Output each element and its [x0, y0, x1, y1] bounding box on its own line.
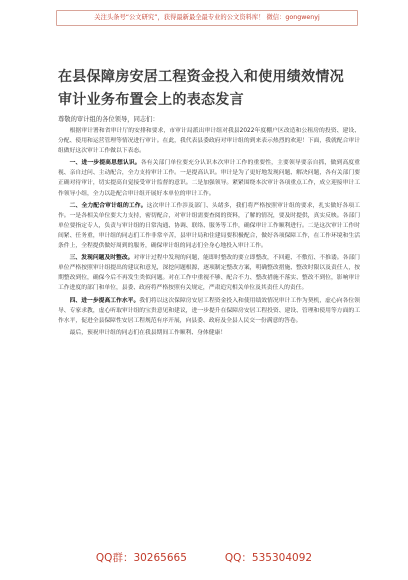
paragraph-text: 根据审计署和省审计厅的安排和要求，市审计局派出审计组对我县2022年度棚户区改造和公租房的投资、建设、分配、使用和运营管理等情况进行审计。在此，我代表县委政府对审计组的到来表示热烈的欢迎！下面，我就配合审计组做好这次审计工作做以下表态。: [58, 128, 360, 155]
closing-paragraph: [58, 328, 360, 338]
section-heading: 一、进一步提高思想认识。: [69, 160, 141, 167]
paragraph: [58, 201, 360, 251]
paragraph-text: 对审计过程中发现的问题，能即时整改的要立即整改，不回避、不敷衍、不推诿。各部门单位严格按照审计组提出的建议和意见，深挖问题根源，逐项制定整改方案，明确整改措施、整改时限以及责任人，按期整改到位，确保今后不再发生类似问题。对在工作中重视不够、配合不力、整改措施不落实、整改不到位，影响审计工作进度的部门和单位，县委、政府将严格按照有关规定，严肃追究相关单位及其责任人的责任。: [58, 255, 360, 292]
paragraph-text: 我们将以这次保障房安居工程资金投入和使用绩效情况审计工作为契机，虚心向各位领导、专家求教，虚心听取审计组的宝贵意见和建议，进一步提升在保障房安居工程投资、建设、管理和使用等方面的工作水平，促进全县保障性安居工程规范有序开展，向县委、政府及全县人民交一份满意的答卷。: [58, 297, 360, 324]
document-title: 在县保障房安居工程资金投入和使用绩效情况审计业务布置会上的表态发言: [58, 69, 344, 108]
promo-banner: 关注头条号“公文研究”，获得最新最全最专业的公文资料库！ 微信：gongwenyj: [56, 10, 358, 26]
paragraph-text: 这次审计工作涉及部门、头绪多，我们将严格按照审计组的要求，扎实做好各项工作。一是各相关单位要大力支持，密切配合，对审计组需要查阅的资料，了解的情况，要及时提供，真实反映。各部门单位要指定专人，负责与审计组的日常沟通、协调、联络、服务等工作，确保审计工作顺利进行。二是这次审计工作时间紧、任务重，审计组的同志们工作非常辛苦，县审计局和住建局要积极配合，做好各项保障工作，在工作环境和生活条件上，全程提供做好周到的服务，确保审计组的同志们全身心地投入审计工作。: [58, 202, 360, 250]
contact-footer: [0, 551, 408, 565]
paragraph-text: 各有关部门单位要充分认识本次审计工作的重要性，主要领导要亲自抓，做到高度重视、亲自过问、主动配合，全力支持审计工作。一是提高认识。审计是为了更好地发现问题、解决问题，各有关部门要正确对待审计，切实提高自觉接受审计监督的意识。二是加强领导。紧紧围绕本次审计各项重点工作，成立迎接审计工作领导小组，全力以赴配合审计组开展好本单位的审计工作。: [58, 160, 360, 197]
paragraph: [58, 158, 360, 198]
salutation: 尊敬的审计组的各位领导，同志们：: [58, 116, 159, 123]
paragraph: [58, 126, 360, 156]
section-heading: 四、进一步提高工作水平。: [69, 297, 140, 304]
paragraph-text: 最后，预祝审计组的同志们在我县期间工作顺利、身体健康！: [69, 329, 227, 336]
section-heading: 二、全力配合审计组的工作。: [69, 202, 147, 209]
paragraph: [58, 253, 360, 293]
section-heading: 三、发现问题及时整改。: [69, 255, 134, 262]
qq-group: QQ群：30265665: [95, 552, 187, 564]
paragraph: [58, 296, 360, 326]
qq-contact: QQ：535304092: [224, 552, 313, 564]
document-body: [58, 126, 360, 340]
